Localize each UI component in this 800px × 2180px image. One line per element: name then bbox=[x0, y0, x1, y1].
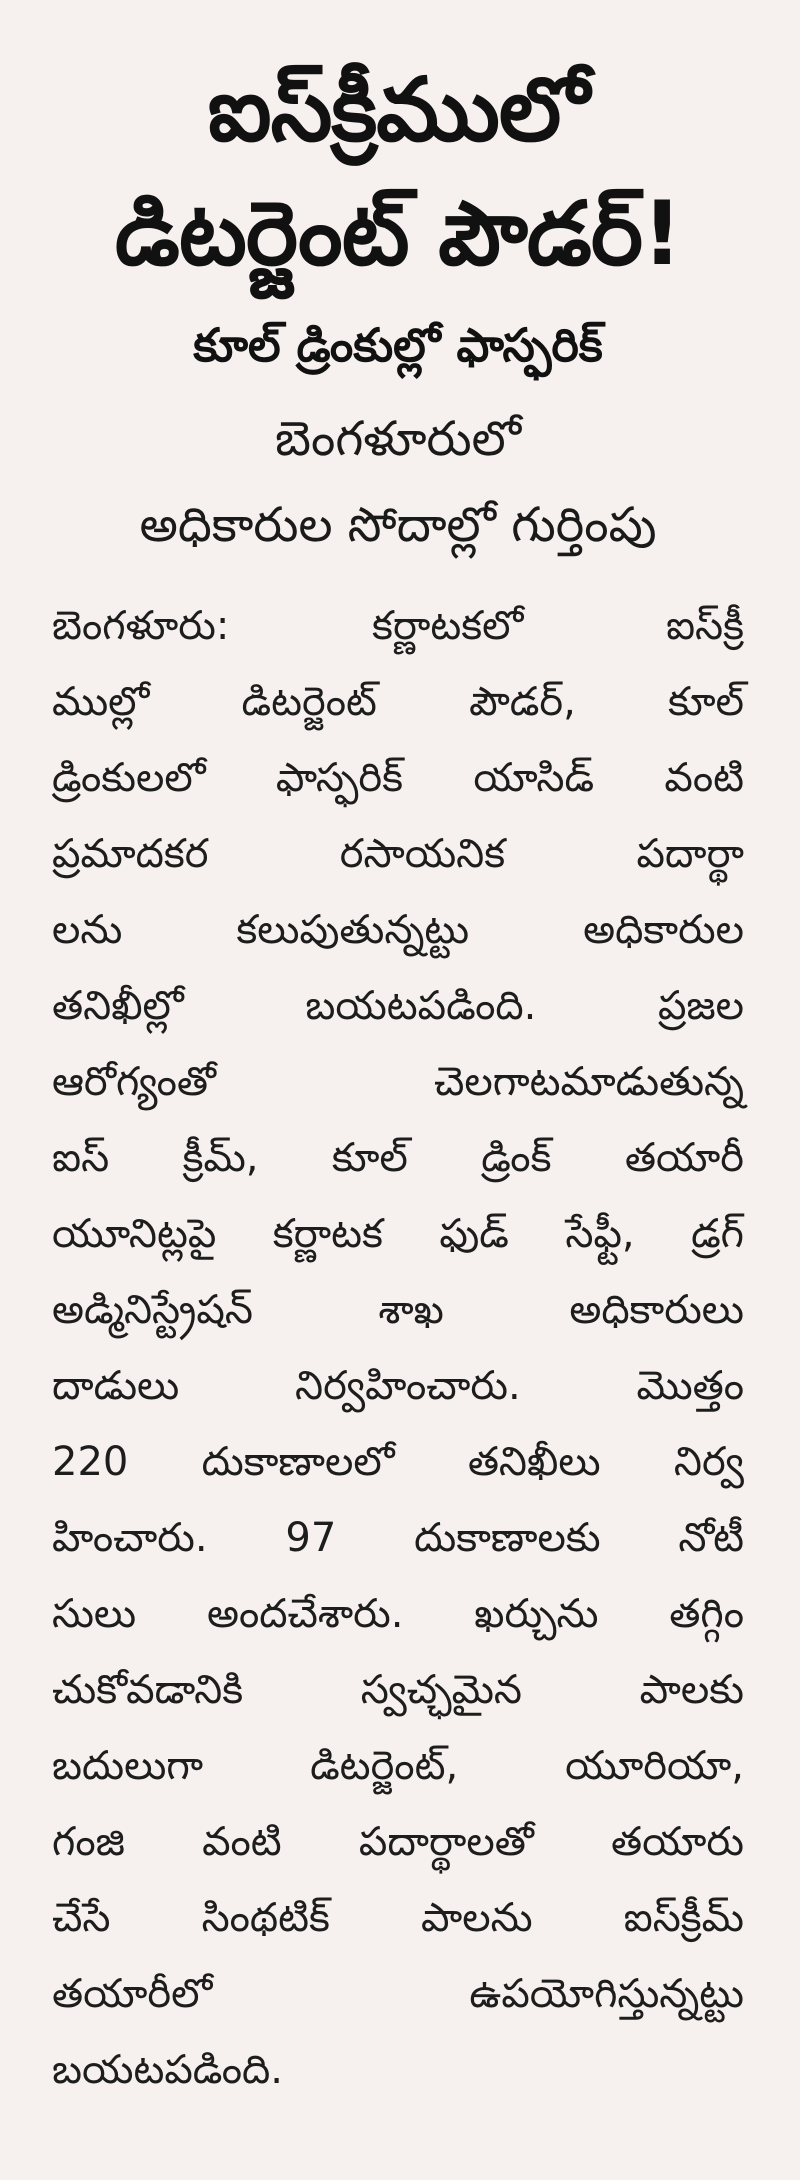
body-line: డ్రింకులలో ఫాస్ఫరిక్ యాసిడ్ వంటి bbox=[52, 755, 744, 801]
body-line: యూనిట్లపై కర్ణాటక ఫుడ్ సేఫ్టీ, డ్రగ్ bbox=[52, 1211, 744, 1257]
body-line: 220 దుకాణాలలో తనిఖీలు నిర్వ bbox=[52, 1439, 744, 1485]
body-line: బదులుగా డిటర్జెంట్, యూరియా, bbox=[52, 1743, 744, 1789]
article-body bbox=[52, 588, 744, 2108]
body-line: ప్రమాదకర రసాయనిక పదార్థా bbox=[52, 831, 744, 877]
deck-line-1: బెంగళూరులో bbox=[274, 411, 521, 467]
body-line: అడ్మినిస్ట్రేషన్ శాఖ అధికారులు bbox=[52, 1287, 744, 1333]
body-line: ఆరోగ్యంతో చెలగాటమాడుతున్న bbox=[52, 1059, 744, 1105]
body-line: ఐస్ క్రీమ్, కూల్ డ్రింక్ తయారీ bbox=[52, 1135, 744, 1181]
headline-line-2: డిటర్జెంట్ పౌడర్! bbox=[114, 182, 682, 285]
body-line: లను కలుపుతున్నట్టు అధికారుల bbox=[52, 907, 744, 953]
body-line: సులు అందచేశారు. ఖర్చును తగ్గిం bbox=[52, 1591, 744, 1637]
headline-line-1: ఐస్‌క్రీములో bbox=[207, 58, 589, 161]
body-line: తయారీలో ఉపయోగిస్తున్నట్టు bbox=[52, 1971, 744, 2017]
body-line: చుకోవడానికి స్వచ్ఛమైన పాలకు bbox=[52, 1667, 744, 1713]
body-line: తనిఖీల్లో బయటపడింది. ప్రజల bbox=[52, 983, 744, 1029]
body-line-last: బయటపడింది. bbox=[52, 2047, 283, 2093]
body-line: బెంగళూరు: కర్ణాటకలో ఐస్‌క్రీ bbox=[52, 603, 744, 649]
body-line: దాడులు నిర్వహించారు. మొత్తం bbox=[52, 1363, 744, 1409]
body-line: గంజి వంటి పదార్థాలతో తయారు bbox=[52, 1819, 744, 1865]
body-line: చేసే సింథటిక్ పాలను ఐస్‌క్రీమ్ bbox=[52, 1895, 744, 1941]
body-line: ముల్లో డిటర్జెంట్ పౌడర్, కూల్ bbox=[52, 679, 744, 725]
body-line: హించారు. 97 దుకాణాలకు నోటీ bbox=[52, 1515, 744, 1561]
headline bbox=[52, 0, 744, 296]
deck-line-2: అధికారుల సోదాల్లో గుర్తింపు bbox=[139, 497, 657, 553]
subheadline: కూల్ డ్రింకుల్లో ఫాస్ఫరిక్ bbox=[193, 318, 603, 372]
deck bbox=[52, 396, 744, 568]
